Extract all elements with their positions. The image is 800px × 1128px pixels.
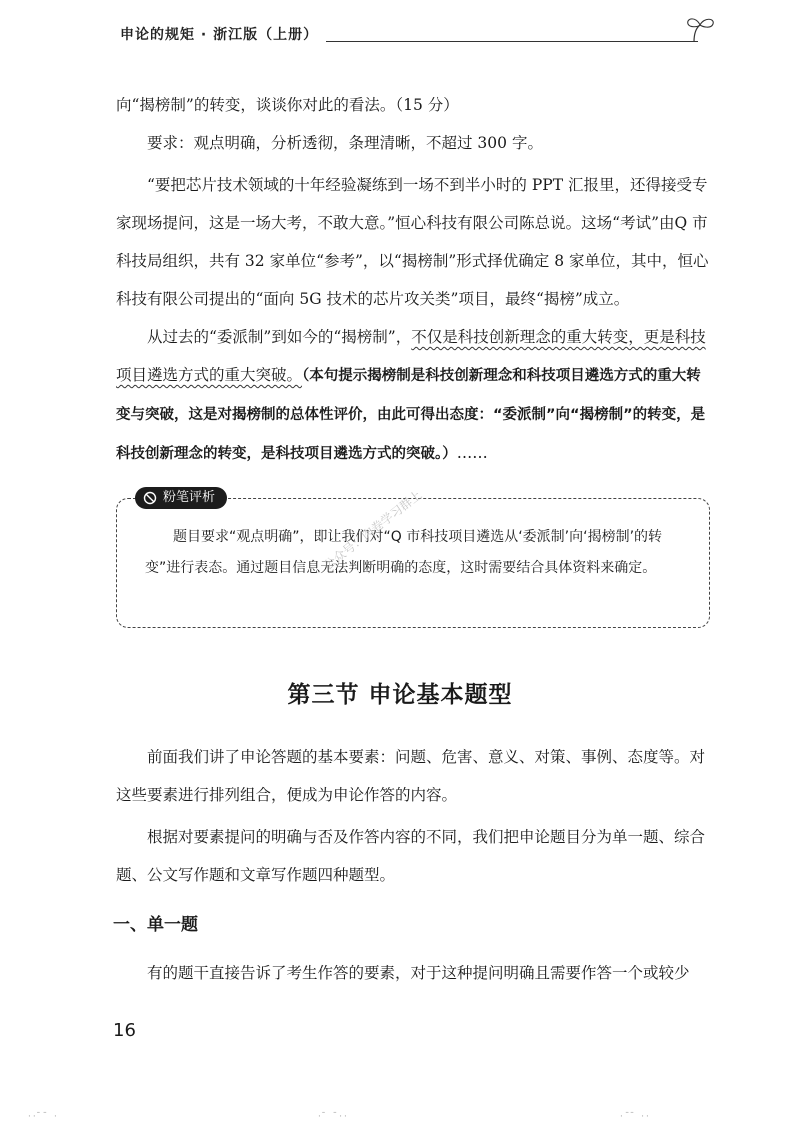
section-paragraph-1: 前面我们讲了申论答题的基本要素：问题、危害、意义、对策、事例、态度等。对这些要素进行排列组合，便成为申论作答的内容。 [116,748,706,804]
material-paragraph-2 [116,318,712,473]
material-paragraph-1: “要把芯片技术领域的十年经验凝练到一场不到半小时的 PPT 汇报里，还得接受专家现场提问，这是一场大考，不敢大意。”恒心科技有限公司陈总说。这场“考试”由Q 市科技局组织，共有 32 家单位“参考”，以“揭榜制”形式择优确定 8 家单位，其中，恒心科技有限公司提出的“面向 5G 技术的芯片攻关类”项目，最终“揭榜”成立。 [116,176,709,308]
section-paragraph-2: 根据对要素提问的明确与否及作答内容的不同，我们把申论题目分为单一题、综合题、公文写作题和文章写作题四种题型。 [116,828,706,884]
material-lead: 从过去的“委派制”到如今的“揭榜制”， [147,328,412,346]
question-requirement: 要求：观点明确，分析透彻，条理清晰，不超过 300 字。 [147,134,543,152]
scan-artifact: · ̄ ˉ·· [318,1112,349,1122]
analysis-text: 题目要求“观点明确”，即让我们对“Q 市科技项目遴选从‘委派制’向‘揭榜制’的转变”进行表态。通过题目信息无法判断明确的态度，这时需要结合具体资料来确定。 [145,529,663,576]
sprout-icon [684,14,718,44]
section-title: 第三节 申论基本题型 [287,682,513,708]
question-line: 向“揭榜制”的转变，谈谈你对此的看法。（15 分） [116,96,459,114]
scan-artifact: ·ˉ ̄ ·· [620,1112,651,1122]
no-sign-icon [143,491,157,505]
section-paragraph-3: 有的题干直接告诉了考生作答的要素，对于这种提问明确且需要作答一个或较少 [147,964,690,982]
book-title: 申论的规矩 · 浙江版（上册） [120,27,319,43]
ellipsis: …… [456,444,488,462]
key-sentence: 不仅是科技创新理念的重大转变，更是科技项目遴选方式的重大突破。 [116,328,706,384]
watermark: 公众号：肉卷学习群上 [321,487,425,573]
analysis-tag-label: 粉笔评析 [163,490,216,505]
scan-artifact: ·· ̄ˉ · [28,1112,59,1122]
analysis-tag [135,487,227,509]
subsection-heading: 一、单一题 [113,915,198,935]
margin-note: （本句提示揭榜制是科技创新理念和科技项目遴选方式的重大转变与突破，这是对揭榜制的总体性评价，由此可得出态度：“委派制”向“揭榜制”的转变，是科技创新理念的转变，是科技项目遴选方式的突破。） [116,368,706,462]
header-rule [326,41,698,42]
page-number: 16 [113,1020,136,1041]
